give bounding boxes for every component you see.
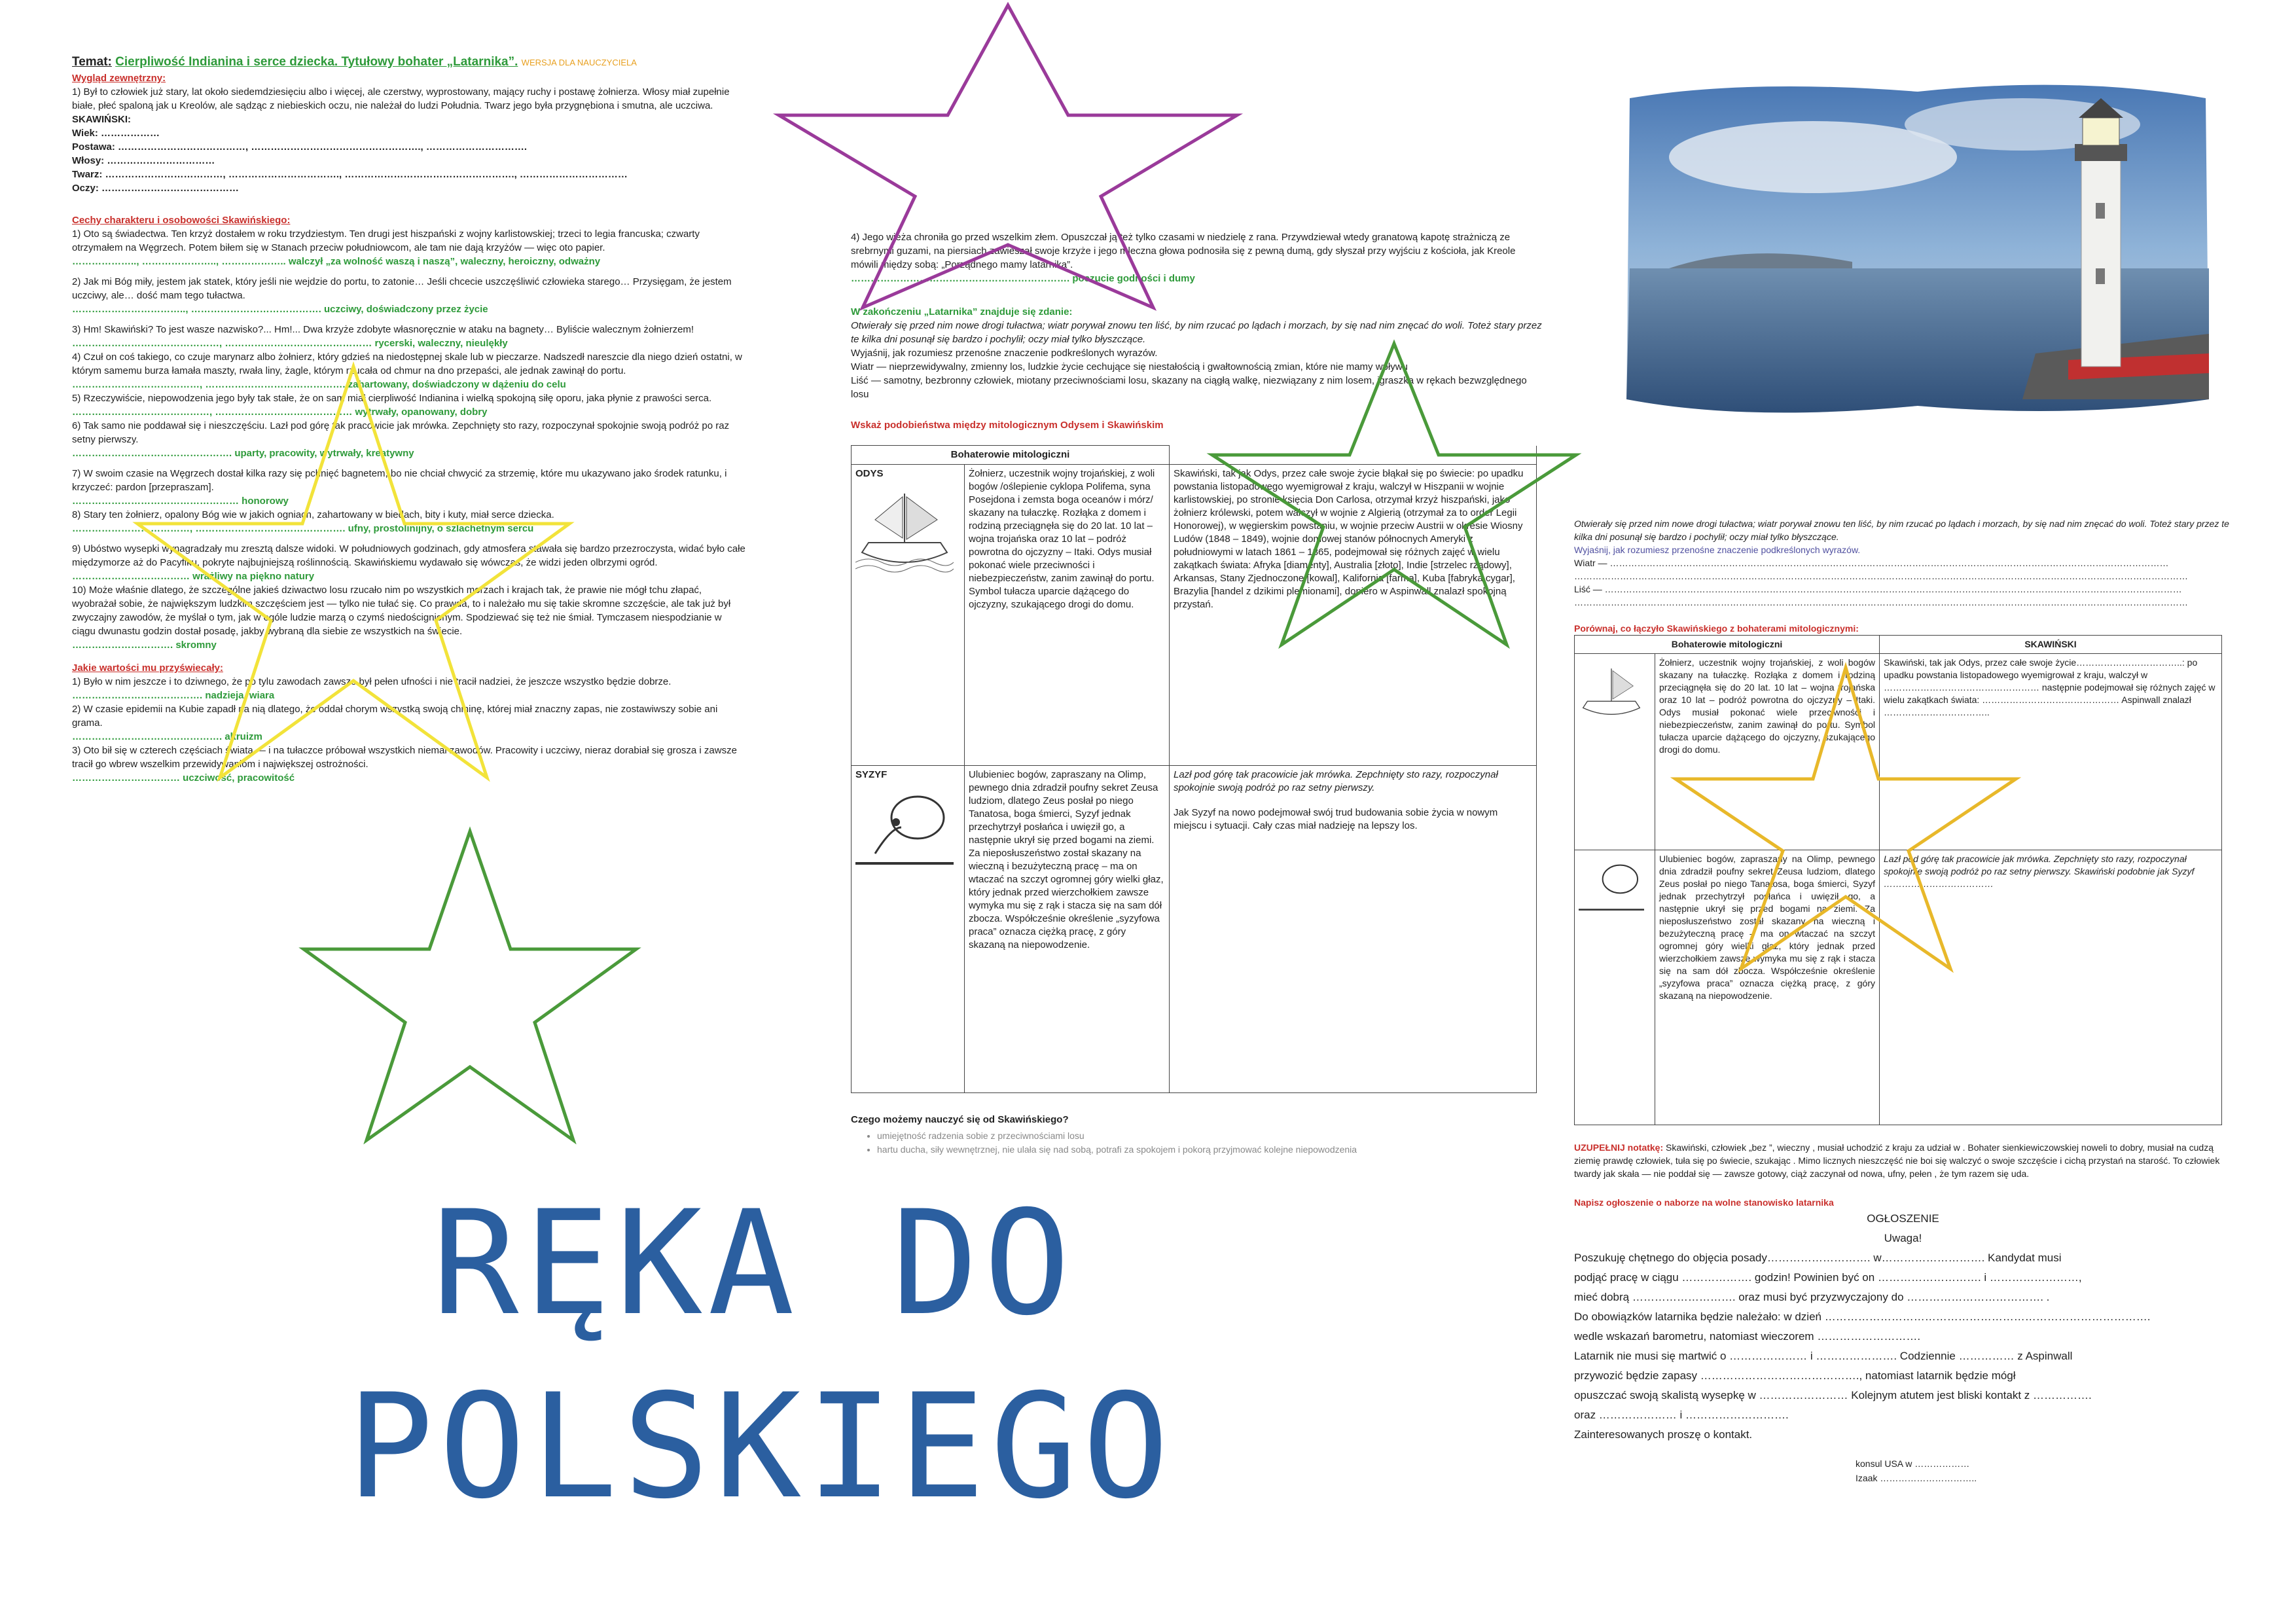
field-wiek: Wiek: ……………… xyxy=(72,128,160,139)
announcement-line-5: wedle wskazań barometru, natomiast wieczorem ………………………. xyxy=(1574,1330,1921,1343)
heading-values: Jakie wartości mu przyświecały: xyxy=(72,662,223,674)
para-4: 4) Jego wieża chroniła go przed wszelkim złem. Opuszczał ją też tylko czasami w niedzielę z rana. Przywdziewał wtedy granatową kapotę strażniczą ze srebrnymi guzami, na piersiach zawieszał swoje krzyże i jego mleczna głowa podnosiła się z pewną dumą, gdy słyszał przy wyjściu z kościoła, jak Kreole mówili między sobą: „Porządnego mamy latarnika”. xyxy=(851,232,1516,270)
worksheet-teacher xyxy=(72,54,746,1075)
announcement-line-3: mieć dobrą ………………………. oraz musi być przyzwyczajony do ………………………………. . xyxy=(1574,1291,2050,1303)
student-ending-task: Wyjaśnij, jak rozumiesz przenośne znaczenie podkreślonych wyrazów. xyxy=(1574,545,1861,555)
sisyphus-illustration xyxy=(855,782,954,873)
trait-7: 7) W swoim czasie na Węgrzech dostał kilka razy się pchnięć bagnetem, bo nie chciał chwycić za strzemię, które mu ukazywano jako środek ratunku, i krzyczeć: pardon [przepraszam]. xyxy=(72,468,727,493)
announcement-line-8: opuszczać swoją skalistą wysepkę w …………………… Kolejnym atutem jest bliski kontakt z ……………. xyxy=(1574,1389,2092,1401)
trait-9-answer: ……………………………… wrażliwy na piękno natury xyxy=(72,571,315,582)
student-wiatr: Wiatr — ………………………………………………………………………………………………………………………………………………………………… xyxy=(1574,558,2169,568)
student-dots-2: ………………………………………………………………………………………………………………………………………………………………………………… xyxy=(1574,597,2188,607)
label-odys: ODYS xyxy=(855,468,884,479)
comparison-table xyxy=(851,445,1537,1093)
value-3-answer: …………………………… uczciwość, pracowitość xyxy=(72,772,295,784)
field-wlosy: Włosy: …………………………… xyxy=(72,155,215,166)
trait-5: 5) Rzeczywiście, niepowodzenia jego były tak stałe, że on sam miał cierpliwość Indianina i wielką spokojną siłę oporu, jaka płynie z prawości serca. xyxy=(72,393,712,404)
announcement-line-7: przywozić będzie zapasy ……………………………………., natomiast latarnik będzie mógł xyxy=(1574,1369,2016,1382)
odys-skawinski: Skawiński, tak jak Odys, przez całe swoje życie błąkał się po świecie: po upadku powstania listopadowego wyemigrował z kraju, walczył w Hiszpanii w wojnie karlistowskiej, po stronie księcia Don Carlosa, otrzymał krzyż hiszpański, jako żołnierz królewski, potem walczył w wojnie z Algierią (otrzymał za to order Legii Honorowej), w węgierskim powstaniu, w wojnie przeciw Austrii w okresie Wiosny Ludów (1848 – 1849), wojnie domowej stanów północnych Ameryki z południowymi w latach 1861 – 1865, podejmował się różnych zajęć w wielu zakątkach świata: Afryka [diamenty], Australia [złoto], Indie [strzelec rządowy], Arkansas, Stany Zjednoczone [kowal], Kalifornia [farma], Kuba [fabryka cygar], Brazylia [handel z dzikimi plemionami], dopiero w Aspinwall znalazł spokojną przystań. xyxy=(1170,465,1537,766)
trait-9: 9) Ubóstwo wysepki wynagradzały mu zresztą dalsze widoki. W południowych godzinach, gdy atmosfera stawała się bardzo przezroczysta, widać było całe międzymorze aż do Pacyfiku, pokryte najbujniejszą roślinnością. Skawińskiemu wydawało się wówczas, że widzi jeden olbrzymi ogród. xyxy=(72,543,745,568)
trait-8: 8) Stary ten żołnierz, opalony Bóg wie w jakich ogniach, zahartowany w biedach, bity i kuty, miał serce dziecka. xyxy=(72,509,554,520)
lighthouse-painting xyxy=(1617,72,2219,425)
heading-ending: W zakończeniu „Latarnika” znajduje się zdanie: xyxy=(851,306,1073,317)
note-text: Skawiński, człowiek „bez ”, wieczny , musiał uchodzić z kraju za udział w . Bohater sienkiewiczowskiej noweli to dobry, musiał na cudzą ziemię prawdę człowiek, tuła się po świecie, szukając . Mimo licznych nieszczęść nie boi się walczyć o swoje szczęście i cichą przystań na starość. To człowiek twardy jak skała — nie poddał się — zawsze gotowy, ciąż zaczynał od nowa, ufny, pełen , że tym razem się uda. xyxy=(1574,1142,2220,1179)
announcement-consul: konsul USA w ……………… xyxy=(1856,1458,1970,1469)
syzyf-quote: Lazł pod górę tak pracowicie jak mrówka. Zepchnięty sto razy, rozpoczynał spokojnie swoją podróż po raz setny pierwszy. xyxy=(1174,769,1498,793)
ending-quote: Otwierały się przed nim nowe drogi tułactwa; wiatr porywał znowu ten liść, by nim rzucać po lądach i morzach, by się nad nim znęcać do woli. Toteż stary przez te kilka dni posunął się bardzo i pochylił; oczy miał tylko błyszczące. xyxy=(851,320,1542,345)
trait-2-answer: …………………………….., …………………………………. uczciwy, doświadczony przez życie xyxy=(72,304,488,315)
heading-traits: Cechy charakteru i osobowości Skawińskiego: xyxy=(72,215,291,226)
title-line-2: POLSKIEGO xyxy=(347,1363,1175,1530)
version-label: WERSJA DLA NAUCZYCIELA xyxy=(521,58,637,67)
trait-5-answer: ……………………………………, …………………………………… wytrwały, opanowany, dobry xyxy=(72,406,488,418)
odys-description: Żołnierz, uczestnik wojny trojańskiej, z woli bogów /oślepienie cyklopa Polifema, syna Posejdona i zemsta boga oceanów i mórz/ skazany na tułaczkę. Rozłąka z domem i rodziną przeciągnęła się do 20 lat. 10 lat – wojna trojańska oraz 10 lat – podróż powrotna do ojczyzny – Itaki. Odys musiał pokonać wiele przeciwności i niebezpieczeństw, zanim zawinął do portu. Symbol tułacza uparcie dążącego do ojczyzny, szukającego drogi do domu. xyxy=(965,465,1170,766)
student-heading-compare: Porównaj, co łączyło Skawińskiego z bohaterami mitologicznymi: xyxy=(1574,623,1859,634)
worksheet-middle xyxy=(851,230,1545,1212)
trait-3-answer: ………………………………………, ……………………………………… rycerski, waleczny, nieulękły xyxy=(72,338,508,349)
student-th-myth: Bohaterowie mitologiczni xyxy=(1575,636,1880,654)
heading-announcement: Napisz ogłoszenie o naborze na wolne stanowisko latarnika xyxy=(1574,1197,1834,1208)
worksheet-student xyxy=(1574,517,2232,1564)
trait-10-answer: …………………………. skromny xyxy=(72,640,217,651)
trait-7-answer: …………………………………………… honorowy xyxy=(72,496,289,507)
announcement-line-4: Do obowiązków latarnika będzie należało: w dzień ……………………………………………………………………………. xyxy=(1574,1310,2151,1323)
heading-lessons: Czego możemy nauczyć się od Skawińskiego? xyxy=(851,1114,1069,1125)
field-postawa: Postawa: …………………………………, ……………………………………………., …………………………. xyxy=(72,141,528,153)
trait-6: 6) Tak samo nie poddawał się i nieszczęściu. Lazł pod górę tak pracowicie jak mrówka. Zepchnięty sto razy, rozpoczynał spokojnie swoją podróż po raz setny pierwszy. xyxy=(72,420,730,445)
student-ship-icon xyxy=(1579,657,1644,729)
heading-complete-note: UZUPEŁNIJ notatkę: xyxy=(1574,1142,1664,1153)
answer-wiatr: Wiatr — nieprzewidywalny, zmienny los, ludzkie życie cechujące się niestałością i gwałtownością zmian, które nie mamy wpływu xyxy=(851,361,1408,372)
value-1-answer: …………………………………. nadzieja, wiara xyxy=(72,690,275,701)
announcement-line-10: Zainteresowanych proszę o kontakt. xyxy=(1574,1428,1753,1441)
topic-label: Temat: xyxy=(72,55,112,69)
trait-4-answer: …………………………………, ……………………………………. zahartowany, doświadczony w dążeniu do celu xyxy=(72,379,566,390)
student-odys-description: Żołnierz, uczestnik wojny trojańskiej, z woli bogów skazany na tułaczkę. Rozłąka z domem i rodziną przeciągnęła się do 20 lat. 10 lat – wojna trojańska oraz 10 lat – podróż powrotna do ojczyzny – Itaki. Odys musiał pokonać wiele przeciwności i niebezpieczeństw, zanim zawinął do portu. Symbol tułacza uparcie dążącego do ojczyzny, szukającego drogi do domu. xyxy=(1655,654,1880,850)
student-ending-quote: Otwierały się przed nim nowe drogi tułactwa; wiatr porywał znowu ten liść, by nim rzucać po lądach i morzach, by się nad nim znęcać do woli. Toteż stary przez te kilka dni posunął się bardzo i pochylił; oczy miał tylko błyszczące. xyxy=(1574,518,2229,542)
value-2-answer: ………………………………………. altruizm xyxy=(72,731,262,742)
student-comparison-table xyxy=(1574,635,2222,1125)
field-oczy: Oczy: …………………………………… xyxy=(72,183,240,194)
announcement-title: OGŁOSZENIE xyxy=(1867,1212,1939,1225)
title-line-1: RĘKA DO xyxy=(432,1180,1076,1347)
field-twarz: Twarz: ………………………………, ……………………………., ……………………………………………., …………………………… xyxy=(72,169,628,180)
trait-1: 1) Oto są świadectwa. Ten krzyż dostałem w roku trzydziestym. Ten drugi jest hiszpański z wojny karlistowskiej; trzeci to legia francuska; czwarty otrzymałem na Węgrzech. Potem biłem się w Stanach przeciw południowcom, ale tam nie dają krzyżów — więc oto papier. xyxy=(72,228,700,253)
trait-8-answer: ………………………………, ………………………………………. ufny, prostolinijny, o szlachetnym sercu xyxy=(72,523,534,534)
student-th-skawinski: SKAWIŃSKI xyxy=(1880,636,2222,654)
student-odys-skawinski: Skawiński, tak jak Odys, przez całe swoje życie……………………………..: po upadku powstania listopadowego wyemigrował z kraju, walczył w …………………………………………… następnie podejmował się różnych zajęć w wielu zakątkach świata: ……………………………………… Aspinwall znalazł …………………………….. xyxy=(1880,654,2222,850)
trait-3: 3) Hm! Skawiński? To jest wasze nazwisko?... Hm!... Dwa krzyże zdobyte własnoręcznie w ataku na bagnety… Byliście walecznym żołnierzem! xyxy=(72,324,694,335)
student-syzyf-description: Ulubieniec bogów, zapraszany na Olimp, pewnego dnia zdradził poufny sekret Zeusa ludziom, dlatego Zeus posłał po niego Tanatosa, boga śmierci, Syzyf jednak przechytrzył posłańca i uwięził go, a następnie ukrył się przed bogami na ziemi. Za nieposłuszeństwo został skazany na wieczną i bezużyteczną pracę – ma on wtaczać na szczyt ogromnej góry wielki głaz, który jednak przed wierzchołkiem zawsze wymyka mu się z rąk i stacza się na sam dół zbocza. Współcześnie określenie „syzyfowa praca” oznacza ciężką pracę, z góry skazaną na niepowodzenie. xyxy=(1655,850,1880,1125)
trait-1-answer: ……………….., ………………….., ……………….. walczył „za wolność waszą i naszą”, waleczny, heroiczny, odważny xyxy=(72,256,601,267)
heading-appearance: Wygląd zewnętrzny: xyxy=(72,73,166,84)
label-syzyf: SYZYF xyxy=(855,769,888,780)
trait-10: 10) Może właśnie dlatego, że szczególne jakieś dziwactwo losu rzucało nim po wszystkich morzach i krajach tak, że prawie nie mógł tchu złapać, wyobrażał sobie, że największym ludzkim szczęściem jest — tylko nie tułać się. Co prawda, to i należało mu się takie skromne szczęście, ale tak już był zwyczajny zawodów, że myślał o tym, jak w ogóle ludzie marzą o czymś niedoścignionym. Spodziewać się też nie śmiał. Tymczasem niespodzianie w ciągu dwunastu godzin dostał posadę, jakby wybraną dla siebie ze wszystkich na świecie. xyxy=(72,585,731,637)
label-skawinski: SKAWIŃSKI: xyxy=(72,114,131,125)
table-header: Bohaterowie mitologiczni xyxy=(852,446,1170,465)
student-dots-1: ………………………………………………………………………………………………………………………………………………………………………………… xyxy=(1574,571,2188,581)
ending-task: Wyjaśnij, jak rozumiesz przenośne znaczenie podkreślonych wyrazów. xyxy=(851,348,1158,359)
announcement-line-6: Latarnik nie musi się martwić o ………………… i …………………. Codziennie …………… z Aspinwall xyxy=(1574,1350,2073,1362)
syzyf-description: Ulubieniec bogów, zapraszany na Olimp, pewnego dnia zdradził poufny sekret Zeusa ludziom, dlatego Zeus posłał po niego Tanatosa, boga śmierci, Syzyf jednak przechytrzył posłańca i uwięził go, a następnie ukrył się przed bogami na ziemi. Za nieposłuszeństwo został skazany na wieczną i bezużyteczną pracę – ma on wtaczać na szczyt ogromnej góry wielki głaz, który jednak przed wierzchołkiem zawsze wymyka mu się z rąk i stacza się na sam dół zbocza. Współcześnie określenie „syzyfowa praca” oznacza ciężką pracę, z góry skazaną na niepowodzenie. xyxy=(965,766,1170,1093)
topic-text: Cierpliwość Indianina i serce dziecka. Tytułowy bohater „Latarnika”. xyxy=(115,55,518,69)
lesson-2: • hartu ducha, siły wewnętrznej, nie ulała się nad sobą, potrafi za spokojem i pokorą przyjmować kolejne niepowodzenia xyxy=(877,1143,1545,1157)
student-sisyphus-icon xyxy=(1579,853,1644,918)
announcement-izaak: Izaak ………………………….. xyxy=(1856,1473,1977,1483)
trait-6-answer: …………………………………………. uparty, pracowity, wytrwały, kreatywny xyxy=(72,448,414,459)
para-4-answer: …………………………………………………………. poczucie godności i dumy xyxy=(851,273,1195,284)
para-appearance: 1) Był to człowiek już stary, lat około siedemdziesięciu albo i więcej, ale czerstwy, wyprostowany, mający ruchy i postawę żołnierza. Włosy miał zupełnie białe, płeć spaloną jak u Kreolów, ale sądząc z niebieskich oczu, nie należał do ludzi Południa. Twarz jego była przygnębiona i smutna, ale uczciwa. xyxy=(72,86,730,111)
announcement-line-9: oraz ………………… i ………………………. xyxy=(1574,1409,1789,1421)
value-2: 2) W czasie epidemii na Kubie zapadł na nią dlatego, że oddał chorym wszystką swoją chininę, której miał znaczny zapas, nie zostawiwszy sobie ani grama. xyxy=(72,704,718,729)
syzyf-skawinski: Jak Syzyf na nowo podejmował swój trud budowania sobie życia w nowym miejscu i sytuacji. Cały czas miał nadzieję na lepszy los. xyxy=(1174,807,1498,831)
answer-lisc: Liść — samotny, bezbronny człowiek, miotany przeciwnościami losu, skazany na ciągłą walkę, niezwiązany z nim losem, igraszka w rękach bezwzględnego losu xyxy=(851,375,1527,400)
announcement-line-1: Poszukuję chętnego do objęcia posady………………………. w………………………. Kandydat musi xyxy=(1574,1252,2062,1264)
student-syzyf-skawinski: Lazł pod górę tak pracowicie jak mrówka. Zepchnięty sto razy, rozpoczynał spokojnie swoją podróż po raz setny pierwszy. Skawiński podobnie jak Syzyf ……………………………… xyxy=(1880,850,2222,1125)
announcement-line-2: podjąć pracę w ciągu ………………. godzin! Powinien być on ………………………. i ……………………, xyxy=(1574,1271,2082,1284)
value-3: 3) Oto bił się w czterech częściach świata — i na tułaczce próbował wszystkich niemal zawodów. Pracowity i uczciwy, nieraz dorabiał się grosza i zawsze tracił go wbrew wszelkim przewidywaniom i największej ostrożności. xyxy=(72,745,737,770)
ship-illustration xyxy=(855,480,954,579)
trait-4: 4) Czuł on coś takiego, co czuje marynarz albo żołnierz, który gdzieś na niedostępnej skale lub w pieczarze. Nadszedł nareszcie dla niego dzień ostatni, w którym samemu burza łamała maszty, rwała liny, żagle, którym rzucała od chmur na dno przepaści, ale jednak zawinął do portu. xyxy=(72,352,742,376)
lesson-1: • umiejętność radzenia sobie z przeciwnościami losu xyxy=(877,1129,1545,1143)
trait-2: 2) Jak mi Bóg miły, jestem jak statek, który jeśli nie wejdzie do portu, to zatonie… Jeśli chcecie uszczęśliwić człowieka starego… Przysięgam, że jestem uczciwy, ale… dość mam tego tułactwa. xyxy=(72,276,732,301)
heading-similarities: Wskaż podobieństwa między mitologicznym Odysem i Skawińskim xyxy=(851,420,1164,431)
announcement-attention: Uwaga! xyxy=(1884,1232,1922,1244)
student-lisc: Liść — ……………………………………………………………………………………………………………………………………………………………………… xyxy=(1574,584,2182,594)
value-1: 1) Było w nim jeszcze i to dziwnego, że po tylu zawodach zawsze był pełen ufności i nie tracił nadziei, że jeszcze wszystko będzie dobrze. xyxy=(72,676,672,687)
